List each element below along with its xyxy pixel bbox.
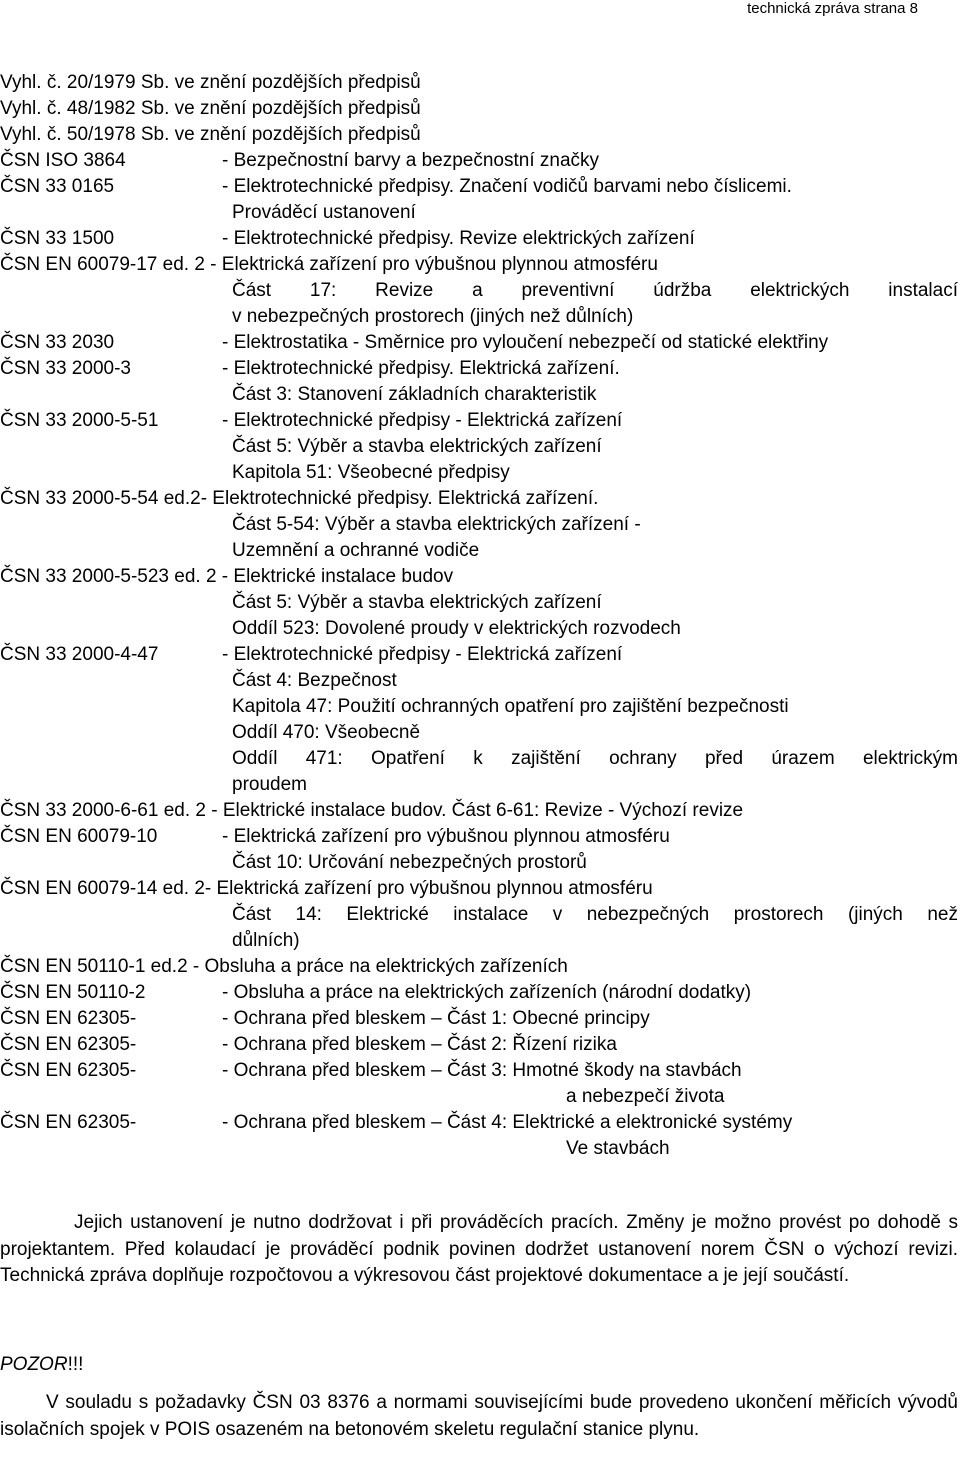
norm-desc-continued: Oddíl 523: Dovolené proudy v elektrických rozvodech xyxy=(232,618,681,639)
norm-full-line: ČSN EN 50110-1 ed.2 - Obsluha a práce na elektrických zařízeních xyxy=(0,956,568,977)
norm-code: ČSN EN 50110-2 xyxy=(0,982,146,1003)
norm-desc-continued: důlních) xyxy=(232,930,300,951)
norm-desc-continued: Kapitola 47: Použití ochranných opatření pro zajištění bezpečnosti xyxy=(232,696,789,717)
norm-desc-continued: Prováděcí ustanovení xyxy=(232,202,416,223)
reference-line: Vyhl. č. 20/1979 Sb. ve znění pozdějších předpisů xyxy=(0,72,421,93)
norm-code: ČSN EN 62305- xyxy=(0,1112,137,1133)
norm-desc-continued: Část 5-54: Výběr a stavba elektrických zařízení - xyxy=(232,514,641,535)
norm-desc-continued: Část 17: Revize a preventivní údržba elektrických instalací xyxy=(232,280,958,301)
norm-full-line: ČSN EN 60079-14 ed. 2- Elektrická zařízení pro výbušnou plynnou atmosféru xyxy=(0,878,653,899)
norm-code: ČSN 33 0165 xyxy=(0,176,115,197)
norm-desc: - Ochrana před bleskem – Část 2: Řízení rizika xyxy=(222,1034,617,1055)
norm-code: ČSN ISO 3864 xyxy=(0,150,126,171)
warning-marks: !!! xyxy=(67,1354,84,1375)
norm-desc: - Elektrostatika - Směrnice pro vyloučení nebezpečí od statické elektřiny xyxy=(222,332,829,353)
norm-desc: - Ochrana před bleskem – Část 3: Hmotné škody na stavbách xyxy=(222,1060,742,1081)
norm-desc: - Ochrana před bleskem – Část 4: Elektrické a elektronické systémy xyxy=(222,1112,793,1133)
norm-code: ČSN EN 62305- xyxy=(0,1008,137,1029)
norm-desc: - Elektrotechnické předpisy. Elektrická zařízení. xyxy=(222,358,620,379)
body-paragraph: Jejich ustanovení je nutno dodržovat i při prováděcích pracích. Změny je možno provést po dohodě s projektantem. Před kolaudací je prováděcí podnik povinen dodržet ustanovení norem ČSN o výchozí revizi. Technická zpráva doplňuje rozpočtovou a výkresovou část projektové dokumentace a je její součástí. xyxy=(0,1212,958,1286)
norm-desc-continued: Část 10: Určování nebezpečných prostorů xyxy=(232,852,587,873)
norm-desc-continued: v nebezpečných prostorech (jiných než důlních) xyxy=(232,306,634,327)
reference-line: Vyhl. č. 48/1982 Sb. ve znění pozdějších předpisů xyxy=(0,98,421,119)
norm-desc: - Ochrana před bleskem – Část 1: Obecné principy xyxy=(222,1008,650,1029)
norm-desc-continued: a nebezpečí života xyxy=(566,1086,725,1107)
norm-desc: - Elektrotechnické předpisy - Elektrická zařízení xyxy=(222,644,623,665)
norm-full-line: ČSN 33 2000-5-523 ed. 2 - Elektrické instalace budov xyxy=(0,566,454,587)
norm-desc: - Obsluha a práce na elektrických zařízeních (národní dodatky) xyxy=(222,982,752,1003)
norm-desc-continued: Část 5: Výběr a stavba elektrických zařízení xyxy=(232,592,602,613)
norm-desc: - Elektrotechnické předpisy - Elektrická zařízení xyxy=(222,410,623,431)
norm-desc: - Bezpečnostní barvy a bezpečnostní značky xyxy=(222,150,600,171)
norm-full-line: ČSN 33 2000-6-61 ed. 2 - Elektrické instalace budov. Část 6-61: Revize - Výchozí revize xyxy=(0,800,744,821)
norm-code: ČSN EN 60079-10 xyxy=(0,826,158,847)
norm-desc-continued: Oddíl 471: Opatření k zajištění ochrany před úrazem elektrickým xyxy=(232,748,958,769)
norm-desc-continued: Kapitola 51: Všeobecné předpisy xyxy=(232,462,510,483)
norm-full-line: ČSN EN 60079-17 ed. 2 - Elektrická zařízení pro výbušnou plynnou atmosféru xyxy=(0,254,658,275)
norm-full-line: ČSN 33 2000-5-54 ed.2- Elektrotechnické předpisy. Elektrická zařízení. xyxy=(0,488,599,509)
norm-desc-continued: Oddíl 470: Všeobecně xyxy=(232,722,421,743)
norm-desc: - Elektrická zařízení pro výbušnou plynnou atmosféru xyxy=(222,826,670,847)
body-paragraph: V souladu s požadavky ČSN 03 8376 a normami souvisejícími bude provedeno ukončení měřicích vývodů isolačních spojek v POIS osazeném na betonovém skeletu regulační stanice plynu. xyxy=(0,1392,958,1440)
norm-desc-continued: Ve stavbách xyxy=(566,1138,670,1159)
norm-desc-continued: proudem xyxy=(232,774,307,795)
norm-code: ČSN 33 2000-4-47 xyxy=(0,644,159,665)
norm-desc-continued: Část 14: Elektrické instalace v nebezpečných prostorech (jiných než xyxy=(232,904,958,925)
norm-code: ČSN 33 1500 xyxy=(0,228,115,249)
reference-line: Vyhl. č. 50/1978 Sb. ve znění pozdějších předpisů xyxy=(0,124,421,145)
warning-heading xyxy=(0,1352,83,1378)
norm-code: ČSN 33 2000-3 xyxy=(0,358,131,379)
warning-label: POZOR xyxy=(0,1354,68,1375)
norm-desc-continued: Část 5: Výběr a stavba elektrických zařízení xyxy=(232,436,602,457)
norm-desc-continued: Uzemnění a ochranné vodiče xyxy=(232,540,480,561)
norm-code: ČSN EN 62305- xyxy=(0,1034,137,1055)
norm-desc-continued: Část 3: Stanovení základních charakteristik xyxy=(232,384,597,405)
page-header: technická zpráva strana 8 xyxy=(747,0,918,17)
norm-desc-continued: Část 4: Bezpečnost xyxy=(232,670,397,691)
norm-code: ČSN 33 2000-5-51 xyxy=(0,410,159,431)
norm-desc: - Elektrotechnické předpisy. Značení vodičů barvami nebo číslicemi. xyxy=(222,176,792,197)
norm-code: ČSN EN 62305- xyxy=(0,1060,137,1081)
norm-desc: - Elektrotechnické předpisy. Revize elektrických zařízení xyxy=(222,228,695,249)
norm-code: ČSN 33 2030 xyxy=(0,332,115,353)
